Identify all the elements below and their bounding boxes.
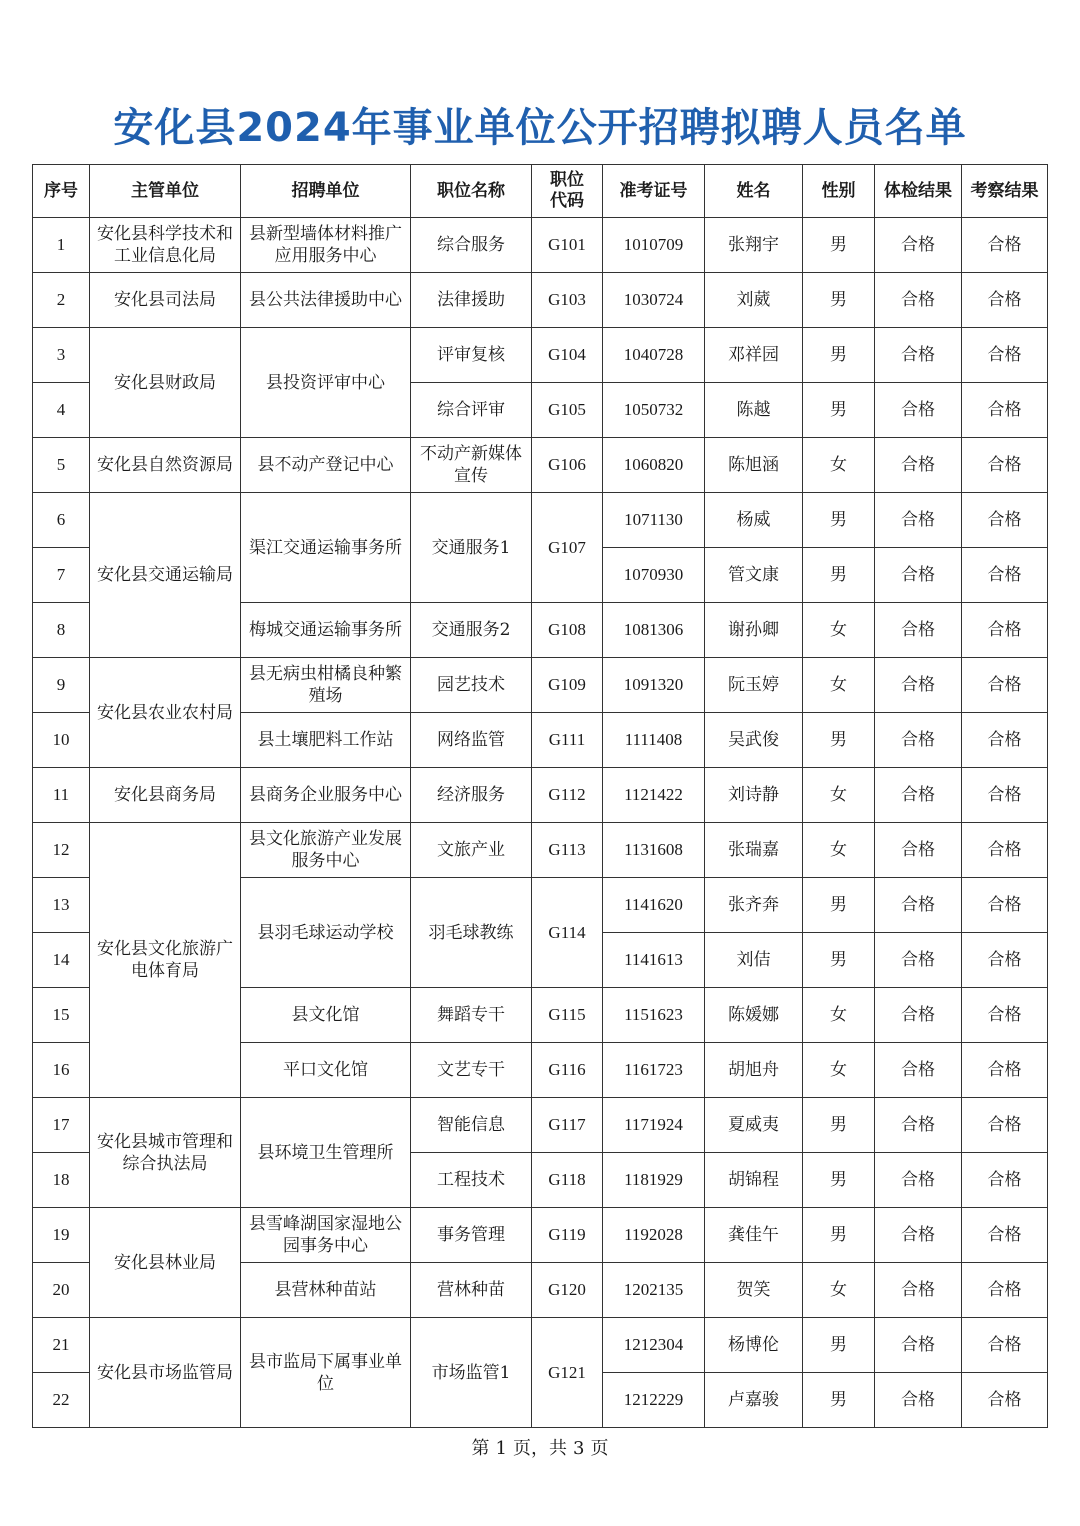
exam-id-cell: 1181929 (603, 1153, 705, 1208)
position-cell: 综合评审 (411, 383, 532, 438)
page-title: 安化县2024年事业单位公开招聘拟聘人员名单 (113, 105, 967, 151)
name-cell: 贺笑 (705, 1263, 803, 1318)
seq-cell: 22 (33, 1373, 90, 1428)
gender-cell: 女 (803, 1263, 875, 1318)
table-row (33, 218, 1048, 273)
seq-cell: 9 (33, 658, 90, 713)
gender-cell: 男 (803, 1373, 875, 1428)
table-row (33, 768, 1048, 823)
exam-id-cell: 1161723 (603, 1043, 705, 1098)
review-result-cell: 合格 (962, 1318, 1048, 1373)
gender-cell: 男 (803, 933, 875, 988)
department-cell: 安化县农业农村局 (90, 658, 241, 768)
unit-cell: 县环境卫生管理所 (241, 1098, 411, 1208)
review-result-cell: 合格 (962, 988, 1048, 1043)
seq-cell: 5 (33, 438, 90, 493)
code-cell: G115 (532, 988, 603, 1043)
physical-result-cell: 合格 (875, 1153, 962, 1208)
position-cell: 法律援助 (411, 273, 532, 328)
code-cell: G103 (532, 273, 603, 328)
name-cell: 胡旭舟 (705, 1043, 803, 1098)
seq-cell: 10 (33, 713, 90, 768)
code-cell: G119 (532, 1208, 603, 1263)
gender-cell: 男 (803, 383, 875, 438)
code-cell: G117 (532, 1098, 603, 1153)
code-cell: G121 (532, 1318, 603, 1428)
code-cell: G111 (532, 713, 603, 768)
header-cell: 性别 (803, 165, 875, 218)
gender-cell: 男 (803, 713, 875, 768)
gender-cell: 女 (803, 658, 875, 713)
physical-result-cell: 合格 (875, 713, 962, 768)
review-result-cell: 合格 (962, 493, 1048, 548)
seq-cell: 14 (33, 933, 90, 988)
unit-cell: 县商务企业服务中心 (241, 768, 411, 823)
header-cell: 序号 (33, 165, 90, 218)
position-cell: 交通服务2 (411, 603, 532, 658)
physical-result-cell: 合格 (875, 1373, 962, 1428)
footer-suffix: 页 (590, 1438, 609, 1459)
review-result-cell: 合格 (962, 383, 1048, 438)
department-cell: 安化县自然资源局 (90, 438, 241, 493)
footer-page-number: 1 (495, 1438, 507, 1459)
review-result-cell: 合格 (962, 933, 1048, 988)
seq-cell: 18 (33, 1153, 90, 1208)
unit-cell: 梅城交通运输事务所 (241, 603, 411, 658)
department-cell: 安化县林业局 (90, 1208, 241, 1318)
physical-result-cell: 合格 (875, 1208, 962, 1263)
unit-cell: 县市监局下属事业单位 (241, 1318, 411, 1428)
review-result-cell: 合格 (962, 1263, 1048, 1318)
unit-cell: 平口文化馆 (241, 1043, 411, 1098)
table-row (33, 658, 1048, 713)
name-cell: 卢嘉骏 (705, 1373, 803, 1428)
exam-id-cell: 1141613 (603, 933, 705, 988)
table-row (33, 1318, 1048, 1373)
position-cell: 不动产新媒体宣传 (411, 438, 532, 493)
department-cell: 安化县财政局 (90, 328, 241, 438)
name-cell: 陈旭涵 (705, 438, 803, 493)
physical-result-cell: 合格 (875, 878, 962, 933)
table-row (33, 273, 1048, 328)
name-cell: 夏威夷 (705, 1098, 803, 1153)
exam-id-cell: 1111408 (603, 713, 705, 768)
gender-cell: 男 (803, 1318, 875, 1373)
footer-prefix: 第 (471, 1438, 490, 1459)
code-cell: G118 (532, 1153, 603, 1208)
physical-result-cell: 合格 (875, 273, 962, 328)
code-cell: G105 (532, 383, 603, 438)
code-cell: G107 (532, 493, 603, 603)
name-cell: 胡锦程 (705, 1153, 803, 1208)
exam-id-cell: 1212304 (603, 1318, 705, 1373)
position-cell: 交通服务1 (411, 493, 532, 603)
review-result-cell: 合格 (962, 713, 1048, 768)
exam-id-cell: 1040728 (603, 328, 705, 383)
review-result-cell: 合格 (962, 328, 1048, 383)
name-cell: 谢孙卿 (705, 603, 803, 658)
position-cell: 舞蹈专干 (411, 988, 532, 1043)
exam-id-cell: 1091320 (603, 658, 705, 713)
position-cell: 评审复核 (411, 328, 532, 383)
unit-cell: 渠江交通运输事务所 (241, 493, 411, 603)
header-cell: 招聘单位 (241, 165, 411, 218)
review-result-cell: 合格 (962, 548, 1048, 603)
header-cell: 考察结果 (962, 165, 1048, 218)
exam-id-cell: 1202135 (603, 1263, 705, 1318)
table-row (33, 493, 1048, 548)
physical-result-cell: 合格 (875, 438, 962, 493)
name-cell: 张瑞嘉 (705, 823, 803, 878)
gender-cell: 男 (803, 548, 875, 603)
name-cell: 阮玉婷 (705, 658, 803, 713)
department-cell: 安化县城市管理和综合执法局 (90, 1098, 241, 1208)
physical-result-cell: 合格 (875, 1098, 962, 1153)
name-cell: 吴武俊 (705, 713, 803, 768)
exam-id-cell: 1151623 (603, 988, 705, 1043)
review-result-cell: 合格 (962, 218, 1048, 273)
unit-cell: 县文化旅游产业发展服务中心 (241, 823, 411, 878)
name-cell: 张翔宇 (705, 218, 803, 273)
exam-id-cell: 1141620 (603, 878, 705, 933)
header-cell: 职位名称 (411, 165, 532, 218)
seq-cell: 1 (33, 218, 90, 273)
seq-cell: 21 (33, 1318, 90, 1373)
physical-result-cell: 合格 (875, 1318, 962, 1373)
name-cell: 管文康 (705, 548, 803, 603)
seq-cell: 20 (33, 1263, 90, 1318)
name-cell: 杨博伦 (705, 1318, 803, 1373)
exam-id-cell: 1081306 (603, 603, 705, 658)
code-cell: G108 (532, 603, 603, 658)
physical-result-cell: 合格 (875, 383, 962, 438)
name-cell: 陈越 (705, 383, 803, 438)
unit-cell: 县雪峰湖国家湿地公园事务中心 (241, 1208, 411, 1263)
unit-cell: 县无病虫柑橘良种繁殖场 (241, 658, 411, 713)
gender-cell: 女 (803, 988, 875, 1043)
table-row (33, 1098, 1048, 1153)
code-cell: G101 (532, 218, 603, 273)
gender-cell: 男 (803, 1098, 875, 1153)
header-cell: 准考证号 (603, 165, 705, 218)
review-result-cell: 合格 (962, 1043, 1048, 1098)
gender-cell: 男 (803, 493, 875, 548)
code-cell: G113 (532, 823, 603, 878)
physical-result-cell: 合格 (875, 548, 962, 603)
page-footer (0, 1436, 1080, 1462)
header-cell: 姓名 (705, 165, 803, 218)
position-cell: 综合服务 (411, 218, 532, 273)
review-result-cell: 合格 (962, 1098, 1048, 1153)
name-cell: 刘佶 (705, 933, 803, 988)
exam-id-cell: 1060820 (603, 438, 705, 493)
gender-cell: 男 (803, 328, 875, 383)
department-cell: 安化县商务局 (90, 768, 241, 823)
header-code-label: 职位代码 (550, 170, 584, 211)
exam-id-cell: 1050732 (603, 383, 705, 438)
seq-cell: 3 (33, 328, 90, 383)
physical-result-cell: 合格 (875, 933, 962, 988)
position-cell: 营林种苗 (411, 1263, 532, 1318)
gender-cell: 女 (803, 1043, 875, 1098)
department-cell: 安化县文化旅游广电体育局 (90, 823, 241, 1098)
physical-result-cell: 合格 (875, 603, 962, 658)
position-cell: 经济服务 (411, 768, 532, 823)
department-cell: 安化县交通运输局 (90, 493, 241, 658)
gender-cell: 女 (803, 438, 875, 493)
unit-cell: 县羽毛球运动学校 (241, 878, 411, 988)
exam-id-cell: 1121422 (603, 768, 705, 823)
review-result-cell: 合格 (962, 603, 1048, 658)
unit-cell: 县土壤肥料工作站 (241, 713, 411, 768)
name-cell: 杨威 (705, 493, 803, 548)
unit-cell: 县文化馆 (241, 988, 411, 1043)
name-cell: 刘诗静 (705, 768, 803, 823)
footer-mid: 页，共 (513, 1438, 567, 1459)
gender-cell: 女 (803, 823, 875, 878)
seq-cell: 15 (33, 988, 90, 1043)
footer-total-pages: 3 (573, 1438, 585, 1459)
name-cell: 陈媛娜 (705, 988, 803, 1043)
table-row (33, 823, 1048, 878)
review-result-cell: 合格 (962, 1153, 1048, 1208)
gender-cell: 女 (803, 603, 875, 658)
seq-cell: 2 (33, 273, 90, 328)
unit-cell: 县不动产登记中心 (241, 438, 411, 493)
physical-result-cell: 合格 (875, 988, 962, 1043)
code-cell: G112 (532, 768, 603, 823)
position-cell: 智能信息 (411, 1098, 532, 1153)
unit-cell: 县公共法律援助中心 (241, 273, 411, 328)
position-cell: 羽毛球教练 (411, 878, 532, 988)
exam-id-cell: 1131608 (603, 823, 705, 878)
code-cell: G109 (532, 658, 603, 713)
seq-cell: 6 (33, 493, 90, 548)
physical-result-cell: 合格 (875, 493, 962, 548)
gender-cell: 男 (803, 1153, 875, 1208)
position-cell: 文艺专干 (411, 1043, 532, 1098)
position-cell: 市场监管1 (411, 1318, 532, 1428)
position-cell: 工程技术 (411, 1153, 532, 1208)
gender-cell: 女 (803, 768, 875, 823)
seq-cell: 19 (33, 1208, 90, 1263)
review-result-cell: 合格 (962, 1373, 1048, 1428)
code-cell: G106 (532, 438, 603, 493)
exam-id-cell: 1192028 (603, 1208, 705, 1263)
name-cell: 龚佳午 (705, 1208, 803, 1263)
gender-cell: 男 (803, 273, 875, 328)
exam-id-cell: 1070930 (603, 548, 705, 603)
header-cell (532, 165, 603, 218)
seq-cell: 12 (33, 823, 90, 878)
code-cell: G120 (532, 1263, 603, 1318)
position-cell: 文旅产业 (411, 823, 532, 878)
personnel-table (32, 164, 1048, 1428)
review-result-cell: 合格 (962, 438, 1048, 493)
physical-result-cell: 合格 (875, 823, 962, 878)
code-cell: G104 (532, 328, 603, 383)
name-cell: 刘葳 (705, 273, 803, 328)
review-result-cell: 合格 (962, 878, 1048, 933)
header-row (33, 165, 1048, 218)
seq-cell: 11 (33, 768, 90, 823)
seq-cell: 4 (33, 383, 90, 438)
position-cell: 网络监管 (411, 713, 532, 768)
name-cell: 邓祥园 (705, 328, 803, 383)
code-cell: G114 (532, 878, 603, 988)
physical-result-cell: 合格 (875, 328, 962, 383)
seq-cell: 8 (33, 603, 90, 658)
table-row (33, 438, 1048, 493)
unit-cell: 县投资评审中心 (241, 328, 411, 438)
exam-id-cell: 1071130 (603, 493, 705, 548)
physical-result-cell: 合格 (875, 768, 962, 823)
department-cell: 安化县市场监管局 (90, 1318, 241, 1428)
seq-cell: 16 (33, 1043, 90, 1098)
code-cell: G116 (532, 1043, 603, 1098)
physical-result-cell: 合格 (875, 1043, 962, 1098)
seq-cell: 17 (33, 1098, 90, 1153)
gender-cell: 男 (803, 1208, 875, 1263)
review-result-cell: 合格 (962, 823, 1048, 878)
name-cell: 张齐奔 (705, 878, 803, 933)
header-cell: 主管单位 (90, 165, 241, 218)
review-result-cell: 合格 (962, 273, 1048, 328)
review-result-cell: 合格 (962, 768, 1048, 823)
review-result-cell: 合格 (962, 658, 1048, 713)
department-cell: 安化县司法局 (90, 273, 241, 328)
review-result-cell: 合格 (962, 1208, 1048, 1263)
seq-cell: 7 (33, 548, 90, 603)
seq-cell: 13 (33, 878, 90, 933)
gender-cell: 男 (803, 218, 875, 273)
exam-id-cell: 1010709 (603, 218, 705, 273)
header-cell: 体检结果 (875, 165, 962, 218)
table-row (33, 328, 1048, 383)
physical-result-cell: 合格 (875, 218, 962, 273)
unit-cell: 县营林种苗站 (241, 1263, 411, 1318)
unit-cell: 县新型墙体材料推广应用服务中心 (241, 218, 411, 273)
physical-result-cell: 合格 (875, 1263, 962, 1318)
exam-id-cell: 1171924 (603, 1098, 705, 1153)
exam-id-cell: 1030724 (603, 273, 705, 328)
table-row (33, 1208, 1048, 1263)
position-cell: 事务管理 (411, 1208, 532, 1263)
gender-cell: 男 (803, 878, 875, 933)
department-cell: 安化县科学技术和工业信息化局 (90, 218, 241, 273)
position-cell: 园艺技术 (411, 658, 532, 713)
exam-id-cell: 1212229 (603, 1373, 705, 1428)
physical-result-cell: 合格 (875, 658, 962, 713)
